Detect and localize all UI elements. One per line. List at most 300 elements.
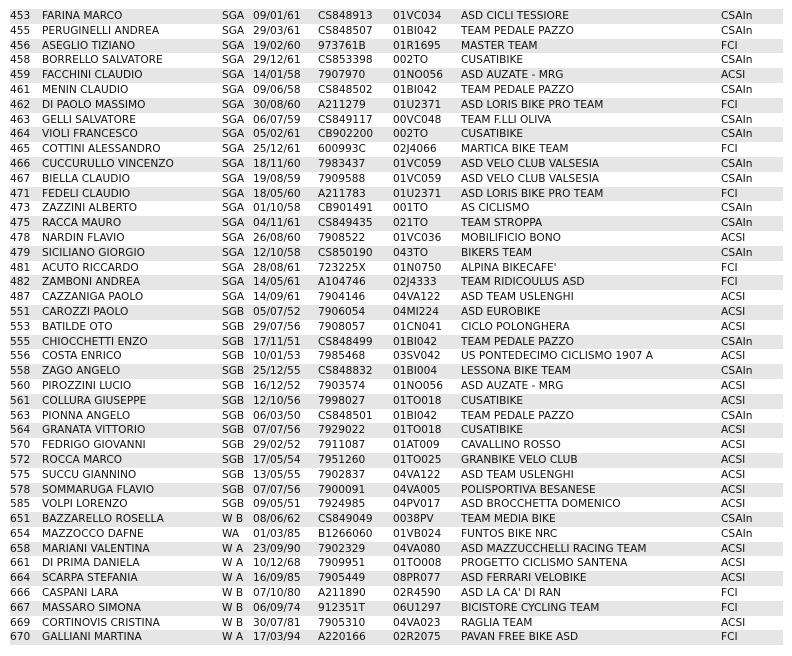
card-number-cell: 7908522: [316, 231, 391, 246]
card-number-cell: CB902200: [316, 127, 391, 142]
birth-date-cell: 23/09/90: [251, 542, 316, 557]
table-row: [10, 364, 783, 379]
bib-number-cell: 670: [10, 630, 40, 645]
team-name-cell: CAVALLINO ROSSO: [459, 438, 719, 453]
federation-cell: ACSI: [719, 290, 783, 305]
bib-number-cell: 585: [10, 497, 40, 512]
table-row: [10, 423, 783, 438]
bib-number-cell: 572: [10, 453, 40, 468]
bib-number-cell: 664: [10, 571, 40, 586]
team-name-cell: US PONTEDECIMO CICLISMO 1907 A: [459, 349, 719, 364]
card-number-cell: A211279: [316, 98, 391, 113]
federation-cell: FCI: [719, 187, 783, 202]
category-cell: W A: [220, 630, 251, 645]
club-code-cell: 01N0750: [391, 261, 459, 276]
birth-date-cell: 25/12/61: [251, 142, 316, 157]
rider-name-cell: MARIANI VALENTINA: [40, 542, 220, 557]
category-cell: SGB: [220, 305, 251, 320]
team-name-cell: AS CICLISMO: [459, 201, 719, 216]
club-code-cell: 01VC034: [391, 9, 459, 24]
table-row: [10, 394, 783, 409]
category-cell: SGB: [220, 379, 251, 394]
bib-number-cell: 551: [10, 305, 40, 320]
category-cell: SGA: [220, 113, 251, 128]
category-cell: W A: [220, 542, 251, 557]
table-row: [10, 261, 783, 276]
category-cell: SGA: [220, 68, 251, 83]
category-cell: SGB: [220, 364, 251, 379]
card-number-cell: CS848913: [316, 9, 391, 24]
table-row: [10, 172, 783, 187]
table-row: [10, 409, 783, 424]
federation-cell: ACSI: [719, 616, 783, 631]
bib-number-cell: 467: [10, 172, 40, 187]
federation-cell: FCI: [719, 142, 783, 157]
card-number-cell: 7907970: [316, 68, 391, 83]
category-cell: SGA: [220, 290, 251, 305]
bib-number-cell: 669: [10, 616, 40, 631]
card-number-cell: 7908057: [316, 320, 391, 335]
category-cell: W A: [220, 571, 251, 586]
bib-number-cell: 465: [10, 142, 40, 157]
category-cell: SGB: [220, 423, 251, 438]
team-name-cell: TEAM PEDALE PAZZO: [459, 335, 719, 350]
team-name-cell: CUSATIBIKE: [459, 394, 719, 409]
club-code-cell: 043TO: [391, 246, 459, 261]
federation-cell: FCI: [719, 630, 783, 645]
card-number-cell: 7906054: [316, 305, 391, 320]
birth-date-cell: 04/11/61: [251, 216, 316, 231]
card-number-cell: 7903574: [316, 379, 391, 394]
rider-name-cell: GELLI SALVATORE: [40, 113, 220, 128]
bib-number-cell: 578: [10, 483, 40, 498]
birth-date-cell: 07/07/56: [251, 423, 316, 438]
bib-number-cell: 458: [10, 53, 40, 68]
bib-number-cell: 667: [10, 601, 40, 616]
card-number-cell: CS849049: [316, 512, 391, 527]
club-code-cell: 01TO008: [391, 556, 459, 571]
rider-name-cell: SCARPA STEFANIA: [40, 571, 220, 586]
category-cell: SGA: [220, 24, 251, 39]
rider-name-cell: COSTA ENRICO: [40, 349, 220, 364]
rider-name-cell: ACUTO RICCARDO: [40, 261, 220, 276]
bib-number-cell: 464: [10, 127, 40, 142]
team-name-cell: ASD LORIS BIKE PRO TEAM: [459, 187, 719, 202]
table-row: [10, 275, 783, 290]
club-code-cell: 0038PV: [391, 512, 459, 527]
team-name-cell: ASD VELO CLUB VALSESIA: [459, 157, 719, 172]
table-row: [10, 542, 783, 557]
category-cell: SGB: [220, 497, 251, 512]
bib-number-cell: 558: [10, 364, 40, 379]
team-name-cell: BIKERS TEAM: [459, 246, 719, 261]
rider-name-cell: CASPANI LARA: [40, 586, 220, 601]
team-name-cell: RAGLIA TEAM: [459, 616, 719, 631]
team-name-cell: ASD FERRARI VELOBIKE: [459, 571, 719, 586]
category-cell: SGA: [220, 39, 251, 54]
club-code-cell: 001TO: [391, 201, 459, 216]
club-code-cell: 01U2371: [391, 98, 459, 113]
rider-name-cell: BIELLA CLAUDIO: [40, 172, 220, 187]
card-number-cell: 7900091: [316, 483, 391, 498]
table-row: [10, 187, 783, 202]
card-number-cell: 7911087: [316, 438, 391, 453]
birth-date-cell: 08/06/62: [251, 512, 316, 527]
category-cell: SGA: [220, 53, 251, 68]
club-code-cell: 04MI224: [391, 305, 459, 320]
table-row: [10, 216, 783, 231]
rider-name-cell: SUCCU GIANNINO: [40, 468, 220, 483]
card-number-cell: CS849117: [316, 113, 391, 128]
club-code-cell: 01CN041: [391, 320, 459, 335]
team-name-cell: TEAM F.LLI OLIVA: [459, 113, 719, 128]
category-cell: W B: [220, 616, 251, 631]
rider-name-cell: FEDELI CLAUDIO: [40, 187, 220, 202]
federation-cell: FCI: [719, 586, 783, 601]
rider-name-cell: CUCCURULLO VINCENZO: [40, 157, 220, 172]
bib-number-cell: 563: [10, 409, 40, 424]
federation-cell: ACSI: [719, 423, 783, 438]
category-cell: SGA: [220, 246, 251, 261]
bib-number-cell: 555: [10, 335, 40, 350]
rider-name-cell: FARINA MARCO: [40, 9, 220, 24]
rider-name-cell: VIOLI FRANCESCO: [40, 127, 220, 142]
birth-date-cell: 05/02/61: [251, 127, 316, 142]
team-name-cell: ALPINA BIKECAFE': [459, 261, 719, 276]
bib-number-cell: 466: [10, 157, 40, 172]
birth-date-cell: 16/12/52: [251, 379, 316, 394]
table-row: [10, 127, 783, 142]
card-number-cell: CS848502: [316, 83, 391, 98]
club-code-cell: 01BI042: [391, 83, 459, 98]
federation-cell: FCI: [719, 601, 783, 616]
federation-cell: ACSI: [719, 379, 783, 394]
club-code-cell: 01VC036: [391, 231, 459, 246]
birth-date-cell: 19/02/60: [251, 39, 316, 54]
rider-name-cell: CORTINOVIS CRISTINA: [40, 616, 220, 631]
category-cell: SGA: [220, 157, 251, 172]
club-code-cell: 01R1695: [391, 39, 459, 54]
club-code-cell: 01BI042: [391, 335, 459, 350]
table-row: [10, 142, 783, 157]
category-cell: SGA: [220, 98, 251, 113]
club-code-cell: 021TO: [391, 216, 459, 231]
category-cell: SGB: [220, 409, 251, 424]
federation-cell: ACSI: [719, 231, 783, 246]
rider-name-cell: ZAMBONI ANDREA: [40, 275, 220, 290]
card-number-cell: CS848499: [316, 335, 391, 350]
table-body: [10, 9, 783, 645]
bib-number-cell: 456: [10, 39, 40, 54]
team-name-cell: TEAM PEDALE PAZZO: [459, 83, 719, 98]
federation-cell: FCI: [719, 275, 783, 290]
federation-cell: ACSI: [719, 542, 783, 557]
club-code-cell: 04VA023: [391, 616, 459, 631]
club-code-cell: 00VC048: [391, 113, 459, 128]
rider-name-cell: CAROZZI PAOLO: [40, 305, 220, 320]
rider-name-cell: NARDIN FLAVIO: [40, 231, 220, 246]
birth-date-cell: 30/08/60: [251, 98, 316, 113]
federation-cell: ACSI: [719, 320, 783, 335]
bib-number-cell: 462: [10, 98, 40, 113]
federation-cell: ACSI: [719, 305, 783, 320]
table-row: [10, 379, 783, 394]
rider-name-cell: DI PRIMA DANIELA: [40, 556, 220, 571]
card-number-cell: 7929022: [316, 423, 391, 438]
club-code-cell: 02J4066: [391, 142, 459, 157]
birth-date-cell: 13/05/55: [251, 468, 316, 483]
team-name-cell: ASD LA CA' DI RAN: [459, 586, 719, 601]
birth-date-cell: 09/01/61: [251, 9, 316, 24]
federation-cell: CSAIn: [719, 9, 783, 24]
table-row: [10, 335, 783, 350]
card-number-cell: 723225X: [316, 261, 391, 276]
club-code-cell: 02J4333: [391, 275, 459, 290]
club-code-cell: 002TO: [391, 53, 459, 68]
club-code-cell: 01U2371: [391, 187, 459, 202]
rider-name-cell: MAZZOCCO DAFNE: [40, 527, 220, 542]
table-row: [10, 630, 783, 645]
table-row: [10, 9, 783, 24]
club-code-cell: 01VC059: [391, 172, 459, 187]
team-name-cell: ASD MAZZUCCHELLI RACING TEAM: [459, 542, 719, 557]
birth-date-cell: 25/12/55: [251, 364, 316, 379]
table-row: [10, 231, 783, 246]
card-number-cell: 7998027: [316, 394, 391, 409]
card-number-cell: CS848832: [316, 364, 391, 379]
category-cell: W A: [220, 556, 251, 571]
card-number-cell: A220166: [316, 630, 391, 645]
card-number-cell: A211890: [316, 586, 391, 601]
rider-name-cell: VOLPI LORENZO: [40, 497, 220, 512]
card-number-cell: CS848507: [316, 24, 391, 39]
card-number-cell: A104746: [316, 275, 391, 290]
club-code-cell: 04VA005: [391, 483, 459, 498]
table-row: [10, 290, 783, 305]
table-row: [10, 527, 783, 542]
federation-cell: CSAIn: [719, 127, 783, 142]
table-row: [10, 438, 783, 453]
federation-cell: CSAIn: [719, 201, 783, 216]
birth-date-cell: 07/07/56: [251, 483, 316, 498]
birth-date-cell: 17/05/54: [251, 453, 316, 468]
rider-name-cell: CAZZANIGA PAOLO: [40, 290, 220, 305]
table-row: [10, 246, 783, 261]
club-code-cell: 01TO018: [391, 394, 459, 409]
birth-date-cell: 28/08/61: [251, 261, 316, 276]
category-cell: SGA: [220, 275, 251, 290]
birth-date-cell: 26/08/60: [251, 231, 316, 246]
birth-date-cell: 29/12/61: [251, 53, 316, 68]
federation-cell: FCI: [719, 39, 783, 54]
club-code-cell: 04VA122: [391, 468, 459, 483]
club-code-cell: 01BI042: [391, 24, 459, 39]
card-number-cell: 7905449: [316, 571, 391, 586]
club-code-cell: 01BI004: [391, 364, 459, 379]
team-name-cell: ASD CICLI TESSIORE: [459, 9, 719, 24]
club-code-cell: 01AT009: [391, 438, 459, 453]
federation-cell: CSAIn: [719, 246, 783, 261]
card-number-cell: 600993C: [316, 142, 391, 157]
federation-cell: CSAIn: [719, 364, 783, 379]
category-cell: SGB: [220, 483, 251, 498]
federation-cell: ACSI: [719, 468, 783, 483]
federation-cell: ACSI: [719, 571, 783, 586]
bib-number-cell: 487: [10, 290, 40, 305]
birth-date-cell: 06/03/50: [251, 409, 316, 424]
birth-date-cell: 18/05/60: [251, 187, 316, 202]
table-row: [10, 98, 783, 113]
bib-number-cell: 455: [10, 24, 40, 39]
club-code-cell: 04PV017: [391, 497, 459, 512]
club-code-cell: 03SV042: [391, 349, 459, 364]
table-row: [10, 320, 783, 335]
birth-date-cell: 12/10/58: [251, 246, 316, 261]
birth-date-cell: 29/02/52: [251, 438, 316, 453]
card-number-cell: 7983437: [316, 157, 391, 172]
card-number-cell: 973761B: [316, 39, 391, 54]
table-row: [10, 201, 783, 216]
club-code-cell: 01NO056: [391, 379, 459, 394]
table-row: [10, 468, 783, 483]
rider-name-cell: GRANATA VITTORIO: [40, 423, 220, 438]
team-name-cell: BICISTORE CYCLING TEAM: [459, 601, 719, 616]
category-cell: SGB: [220, 438, 251, 453]
category-cell: W B: [220, 601, 251, 616]
team-name-cell: ASD LORIS BIKE PRO TEAM: [459, 98, 719, 113]
team-name-cell: TEAM PEDALE PAZZO: [459, 409, 719, 424]
card-number-cell: CB901491: [316, 201, 391, 216]
club-code-cell: 01VB024: [391, 527, 459, 542]
bib-number-cell: 453: [10, 9, 40, 24]
team-name-cell: PAVAN FREE BIKE ASD: [459, 630, 719, 645]
team-name-cell: GRANBIKE VELO CLUB: [459, 453, 719, 468]
registration-table: [10, 9, 783, 645]
birth-date-cell: 05/07/52: [251, 305, 316, 320]
team-name-cell: ASD TEAM USLENGHI: [459, 468, 719, 483]
federation-cell: ACSI: [719, 349, 783, 364]
club-code-cell: 01VC059: [391, 157, 459, 172]
team-name-cell: TEAM RIDICOULUS ASD: [459, 275, 719, 290]
team-name-cell: ASD AUZATE - MRG: [459, 379, 719, 394]
federation-cell: CSAIn: [719, 53, 783, 68]
bib-number-cell: 482: [10, 275, 40, 290]
federation-cell: ACSI: [719, 483, 783, 498]
federation-cell: ACSI: [719, 556, 783, 571]
club-code-cell: 01BI042: [391, 409, 459, 424]
bib-number-cell: 478: [10, 231, 40, 246]
bib-number-cell: 564: [10, 423, 40, 438]
team-name-cell: LESSONA BIKE TEAM: [459, 364, 719, 379]
birth-date-cell: 17/11/51: [251, 335, 316, 350]
club-code-cell: 02R2075: [391, 630, 459, 645]
birth-date-cell: 29/03/61: [251, 24, 316, 39]
club-code-cell: 06U1297: [391, 601, 459, 616]
category-cell: W B: [220, 512, 251, 527]
team-name-cell: MARTICA BIKE TEAM: [459, 142, 719, 157]
rider-name-cell: MENIN CLAUDIO: [40, 83, 220, 98]
federation-cell: ACSI: [719, 497, 783, 512]
birth-date-cell: 01/10/58: [251, 201, 316, 216]
rider-name-cell: BAZZARELLO ROSELLA: [40, 512, 220, 527]
birth-date-cell: 10/12/68: [251, 556, 316, 571]
table-row: [10, 53, 783, 68]
federation-cell: CSAIn: [719, 24, 783, 39]
rider-name-cell: PIONNA ANGELO: [40, 409, 220, 424]
club-code-cell: 04VA122: [391, 290, 459, 305]
club-code-cell: 08PR077: [391, 571, 459, 586]
club-code-cell: 01NO056: [391, 68, 459, 83]
federation-cell: CSAIn: [719, 172, 783, 187]
federation-cell: CSAIn: [719, 512, 783, 527]
table-row: [10, 39, 783, 54]
category-cell: W B: [220, 586, 251, 601]
birth-date-cell: 29/07/56: [251, 320, 316, 335]
rider-name-cell: SOMMARUGA FLAVIO: [40, 483, 220, 498]
birth-date-cell: 17/03/94: [251, 630, 316, 645]
federation-cell: CSAIn: [719, 216, 783, 231]
rider-name-cell: GALLIANI MARTINA: [40, 630, 220, 645]
bib-number-cell: 575: [10, 468, 40, 483]
card-number-cell: 7909588: [316, 172, 391, 187]
birth-date-cell: 06/07/59: [251, 113, 316, 128]
club-code-cell: 02R4590: [391, 586, 459, 601]
bib-number-cell: 654: [10, 527, 40, 542]
bib-number-cell: 658: [10, 542, 40, 557]
category-cell: SGA: [220, 172, 251, 187]
rider-name-cell: SICILIANO GIORGIO: [40, 246, 220, 261]
rider-name-cell: BATILDE OTO: [40, 320, 220, 335]
birth-date-cell: 14/09/61: [251, 290, 316, 305]
team-name-cell: ASD AUZATE - MRG: [459, 68, 719, 83]
birth-date-cell: 10/01/53: [251, 349, 316, 364]
team-name-cell: MOBILIFICIO BONO: [459, 231, 719, 246]
federation-cell: CSAIn: [719, 335, 783, 350]
team-name-cell: CUSATIBIKE: [459, 127, 719, 142]
category-cell: WA: [220, 527, 251, 542]
table-row: [10, 24, 783, 39]
birth-date-cell: 18/11/60: [251, 157, 316, 172]
bib-number-cell: 461: [10, 83, 40, 98]
table-row: [10, 616, 783, 631]
card-number-cell: CS853398: [316, 53, 391, 68]
team-name-cell: CUSATIBIKE: [459, 423, 719, 438]
bib-number-cell: 473: [10, 201, 40, 216]
table-row: [10, 68, 783, 83]
table-row: [10, 512, 783, 527]
category-cell: SGA: [220, 187, 251, 202]
bib-number-cell: 463: [10, 113, 40, 128]
team-name-cell: CICLO POLONGHERA: [459, 320, 719, 335]
team-name-cell: ASD TEAM USLENGHI: [459, 290, 719, 305]
table-row: [10, 453, 783, 468]
team-name-cell: TEAM STROPPA: [459, 216, 719, 231]
birth-date-cell: 16/09/85: [251, 571, 316, 586]
club-code-cell: 01TO025: [391, 453, 459, 468]
rider-name-cell: PIROZZINI LUCIO: [40, 379, 220, 394]
team-name-cell: MASTER TEAM: [459, 39, 719, 54]
table-row: [10, 571, 783, 586]
bib-number-cell: 560: [10, 379, 40, 394]
bib-number-cell: 651: [10, 512, 40, 527]
card-number-cell: 7951260: [316, 453, 391, 468]
category-cell: SGA: [220, 83, 251, 98]
card-number-cell: 7909951: [316, 556, 391, 571]
category-cell: SGB: [220, 320, 251, 335]
team-name-cell: ASD VELO CLUB VALSESIA: [459, 172, 719, 187]
table-row: [10, 601, 783, 616]
birth-date-cell: 09/06/58: [251, 83, 316, 98]
